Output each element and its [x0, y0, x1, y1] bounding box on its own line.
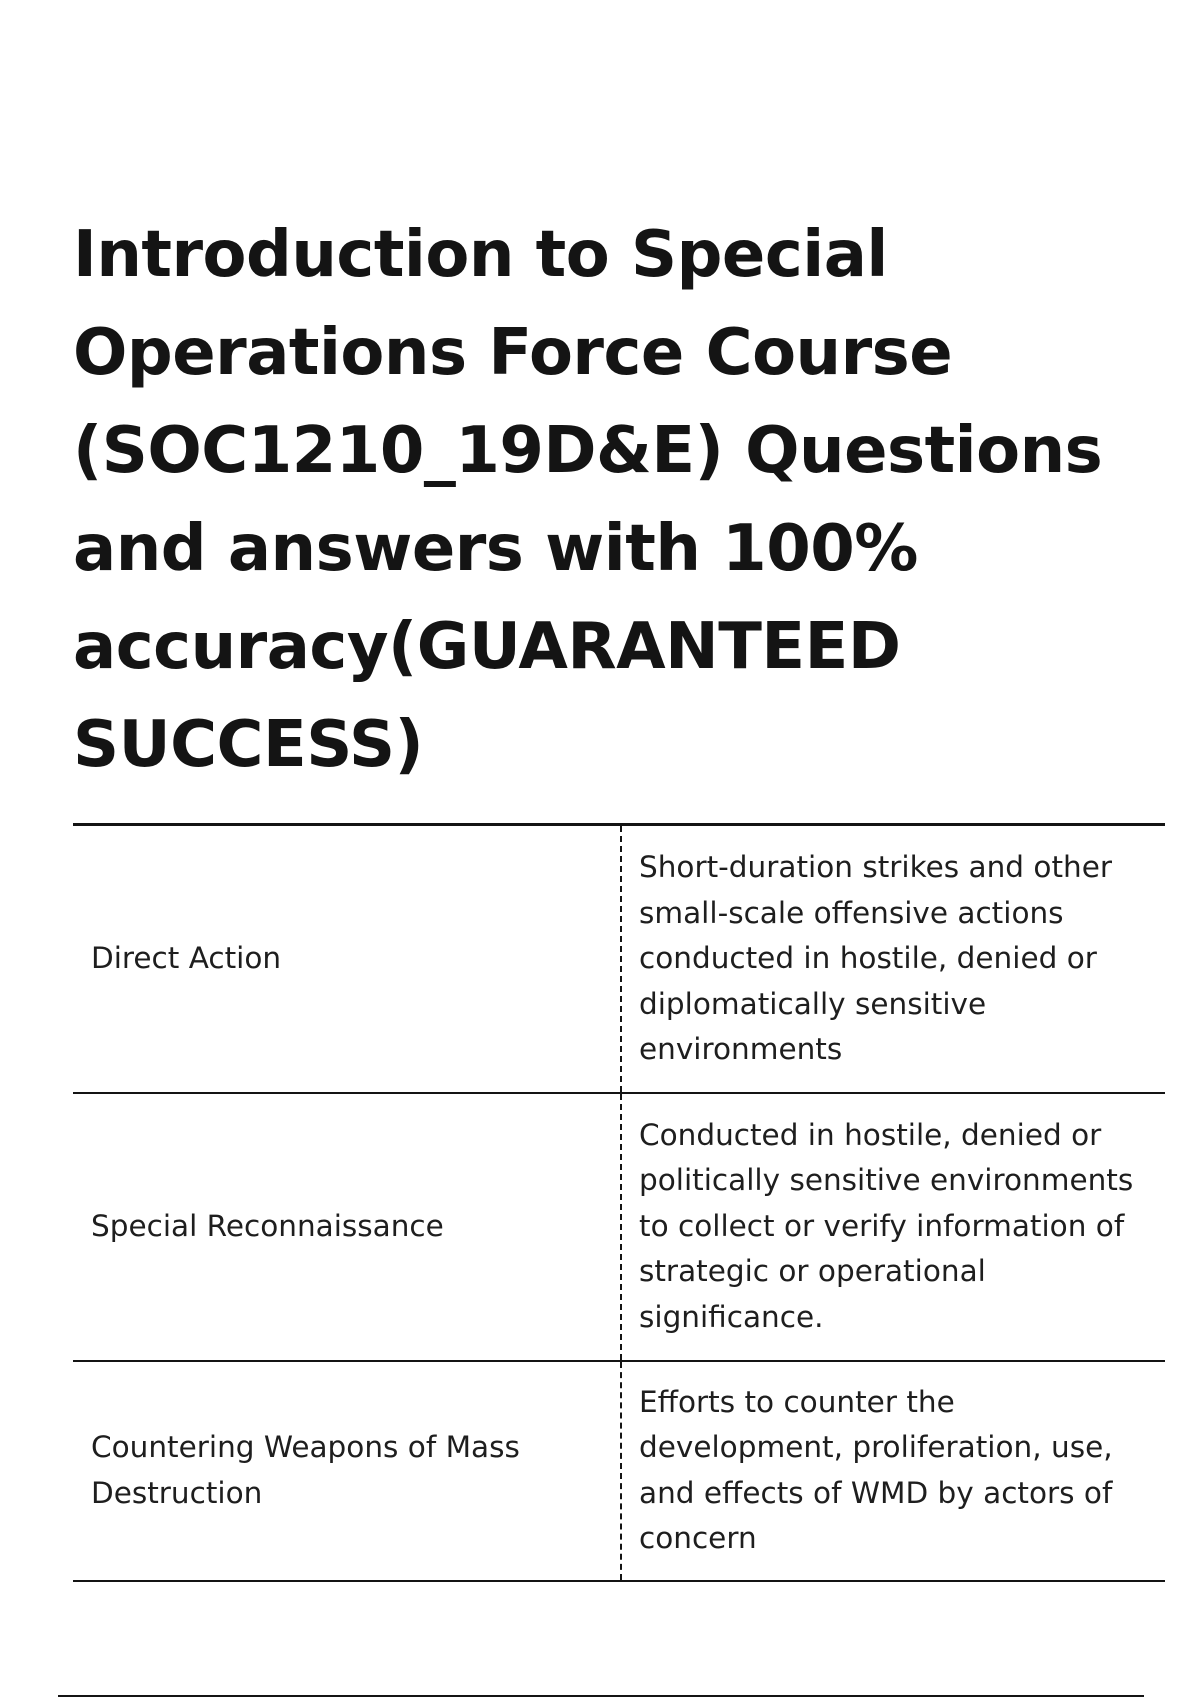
definition-cell: Conducted in hostile, denied or politically sensitive environments to collect or verify information of strategic or operational significance. [639, 1117, 1134, 1334]
qa-table [73, 823, 1165, 1582]
term-cell: Countering Weapons of Mass Destruction [73, 1361, 621, 1581]
page-title: Introduction to Special Operations Force Course (SOC1210_19D&E) Questions and answers with 100% accuracy(GUARANTEED SUCCESS) [73, 218, 1103, 782]
table-row [73, 1093, 1165, 1361]
footer-divider [58, 1695, 1144, 1697]
definition-cell: Efforts to counter the development, proliferation, use, and effects of WMD by actors of concern [639, 1384, 1113, 1555]
term-cell: Direct Action [73, 825, 621, 1093]
term-cell: Special Reconnaissance [73, 1093, 621, 1361]
table-row [73, 1361, 1165, 1581]
table-row [73, 825, 1165, 1093]
definition-cell: Short-duration strikes and other small-scale offensive actions conducted in hostile, denied or diplomatically sensitive environments [639, 850, 1112, 1066]
